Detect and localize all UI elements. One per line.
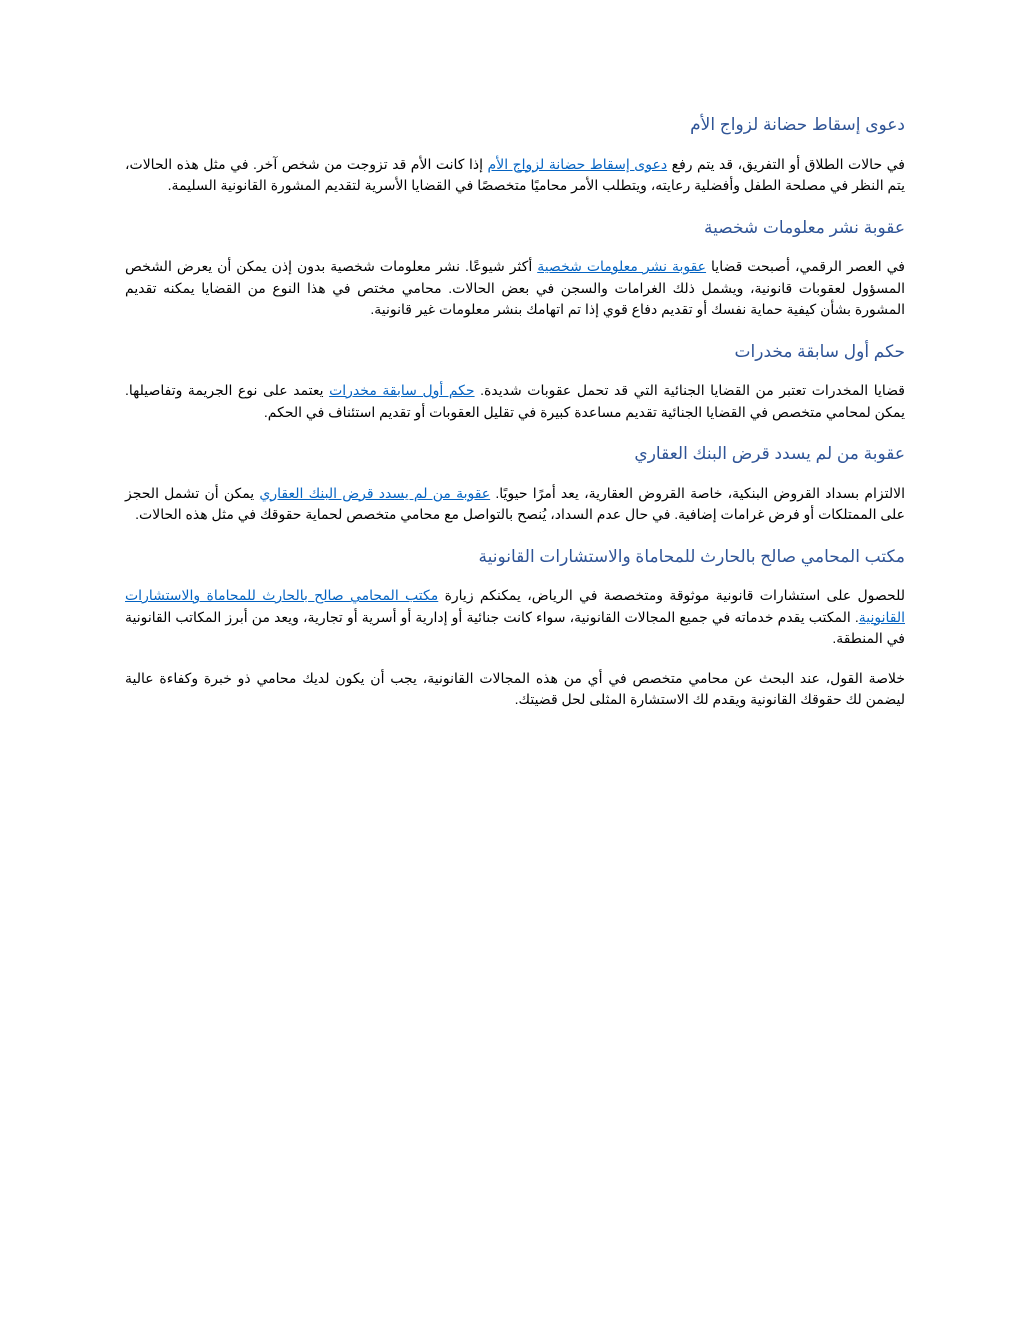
paragraph-text: للحصول على استشارات قانونية موثوقة ومتخصصة في الرياض، يمكنكم زيارة [438, 587, 905, 603]
link-drugs[interactable]: حكم أول سابقة مخدرات [329, 382, 475, 398]
paragraph-text: يمكن أن تشمل الحجز على الممتلكات أو فرض غرامات إضافية. في حال عدم السداد، يُنصح بالتواصل مع محامي متخصص لحماية حقوقك في مثل هذه الحالات. [125, 484, 905, 522]
link-law-office[interactable]: مكتب المحامي صالح بالحارث للمحاماة والاستشارات القانونية [125, 587, 905, 625]
section-heading-custody: دعوى إسقاط حضانة لزواج الأم [690, 115, 905, 134]
link-personal-info[interactable]: عقوبة نشر معلومات شخصية [537, 258, 707, 274]
section-paragraph-personal-info [125, 256, 905, 321]
section-heading-loan: عقوبة من لم يسدد قرض البنك العقاري [634, 444, 905, 463]
section-heading-law-office: مكتب المحامي صالح بالحارث للمحاماة والاستشارات القانونية [478, 546, 905, 566]
paragraph-text: قضايا المخدرات تعتبر من القضايا الجنائية التي قد تحمل عقوبات شديدة. [474, 382, 905, 398]
section-paragraph-law-office [125, 585, 905, 650]
section-paragraph-drugs [125, 380, 905, 423]
link-loan[interactable]: عقوبة من لم يسدد قرض البنك العقاري [259, 484, 491, 501]
paragraph-text: في العصر الرقمي، أصبحت قضايا [706, 258, 905, 274]
paragraph-text: في حالات الطلاق أو التفريق، قد يتم رفع [667, 155, 905, 172]
section-paragraph-loan [125, 483, 905, 526]
section-paragraph-custody [125, 154, 905, 197]
paragraph-text: إذا كانت الأم قد تزوجت من شخص آخر. في مثل هذه الحالات، يتم النظر في مصلحة الطفل وأفضلية رعايته، ويتطلب الأمر محاميًا متخصصًا في القضايا الأسرية لتقديم المشورة القانونية السليمة. [125, 155, 905, 193]
conclusion-paragraph: خلاصة القول، عند البحث عن محامي متخصص في أي من هذه المجالات القانونية، يجب أن يكون لديك محامي ذو خبرة وكفاءة عالية ليضمن لك حقوقك القانونية ويقدم لك الاستشارة المثلى لحل قضيتك. [125, 669, 905, 707]
paragraph-text: أكثر شيوعًا. نشر معلومات شخصية بدون إذن يمكن أن يعرض الشخص المسؤول لعقوبات قانونية، ويشمل ذلك الغرامات والسجن في بعض الحالات. محامي مختص في هذا النوع من القضايا يمكنه تقديم المشورة بشأن كيفية حماية نفسك أو تقديم دفاع قوي إذا تم اتهامك بنشر معلومات غير قانونية. [125, 258, 905, 317]
link-custody[interactable]: دعوى إسقاط حضانة لزواج الأم [487, 155, 668, 172]
paragraph-text: . المكتب يقدم خدماته في جميع المجالات القانونية، سواء كانت جنائية أو إدارية أو أسرية أو تجارية، ويعد من أبرز المكاتب القانونية في المنطقة. [125, 608, 905, 646]
document-page [125, 112, 905, 729]
section-heading-personal-info: عقوبة نشر معلومات شخصية [703, 217, 905, 237]
paragraph-text: الالتزام بسداد القروض البنكية، خاصة القروض العقارية، يعد أمرًا حيويًا. [490, 484, 905, 501]
section-heading-drugs: حكم أول سابقة مخدرات [734, 341, 905, 361]
paragraph-text: يعتمد على نوع الجريمة وتفاصيلها. يمكن لمحامي متخصص في القضايا الجنائية تقديم مساعدة كبيرة في تقليل العقوبات أو تقديم استئناف في الحكم. [125, 382, 905, 420]
